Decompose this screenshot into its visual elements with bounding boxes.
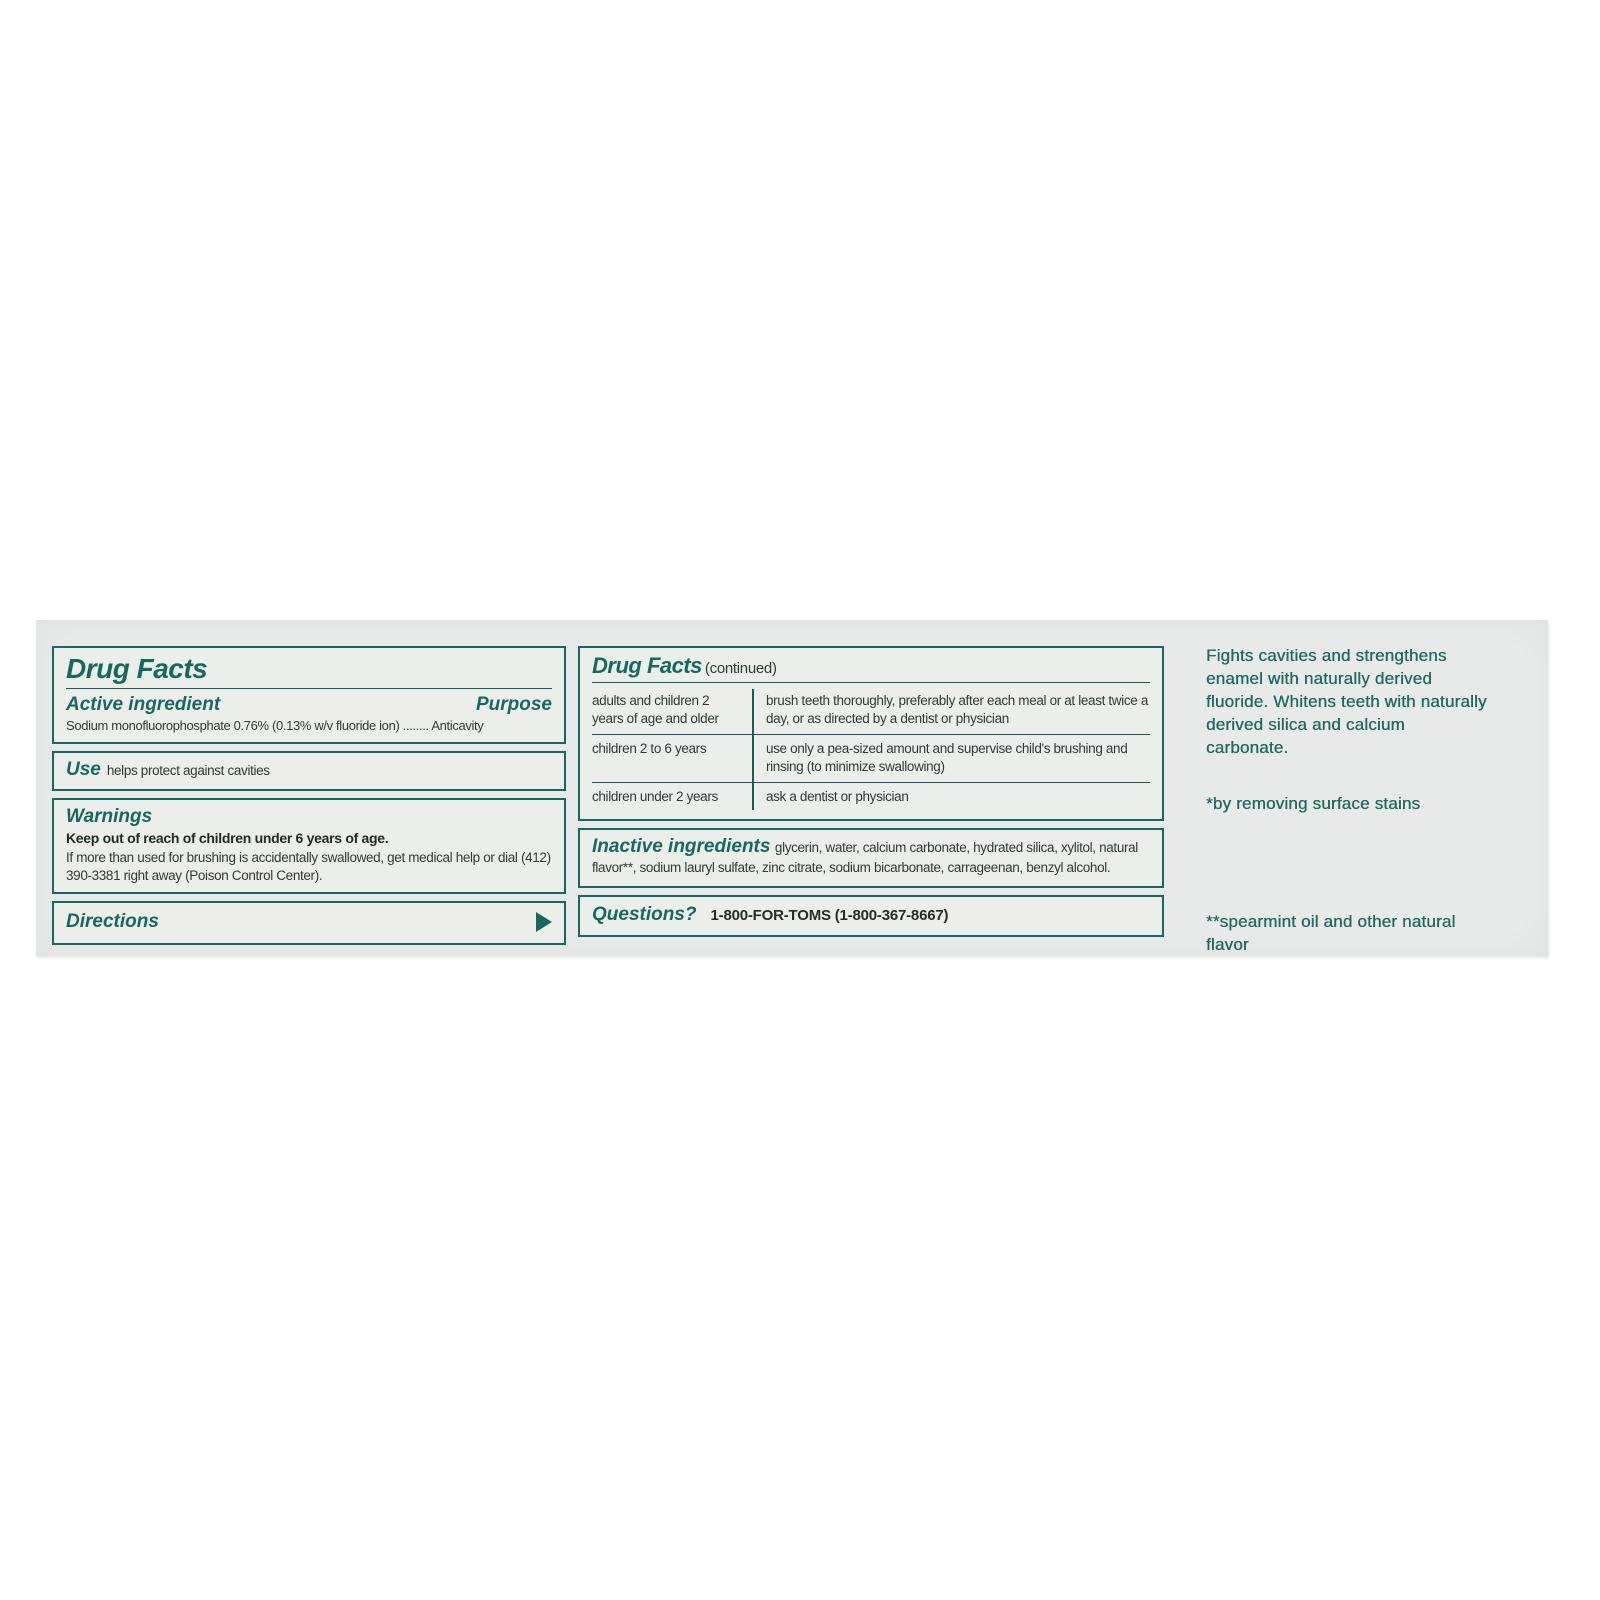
inactive-ingredients-heading: Inactive ingredients — [592, 836, 771, 857]
warnings-heading: Warnings — [66, 806, 153, 827]
directions-section — [52, 901, 566, 945]
use-heading: Use — [66, 759, 101, 780]
age-group-cell: children under 2 years — [592, 789, 718, 804]
inactive-ingredients-section — [578, 828, 1164, 888]
age-group-cell: children 2 to 6 years — [592, 741, 707, 756]
directions-arrow-icon — [536, 912, 552, 932]
directions-table — [592, 687, 1150, 812]
drug-facts-continued-panel — [578, 646, 1164, 937]
title-underline — [592, 682, 1150, 683]
drug-facts-continued-title-row — [592, 653, 1150, 679]
age-group-cell: adults and children 2 years of age and older — [592, 693, 719, 726]
warnings-body: If more than used for brushing is accidentally swallowed, get medical help or dial (412) 390-3381 right away (Poison Control Center). — [66, 850, 551, 883]
table-row — [592, 687, 1150, 734]
use-text: helps protect against cavities — [106, 763, 270, 778]
questions-phone-number: 1-800-FOR-TOMS (1-800-367-8667) — [710, 907, 949, 924]
drug-facts-continued-title: Drug Facts — [592, 653, 702, 678]
drug-facts-continued-section — [578, 646, 1164, 821]
surface-stains-footnote: *by removing surface stains — [1206, 794, 1421, 813]
claims-text: Fights cavities and strengthens enamel with naturally derived fluoride. Whitens teeth with naturally derived silica and calcium carbonate. — [1206, 646, 1487, 757]
purpose-heading: Purpose — [475, 694, 552, 715]
table-row — [592, 783, 1150, 812]
instruction-cell: ask a dentist or physician — [766, 789, 909, 804]
inactive-ingredients-text: glycerin, water, calcium carbonate, hydrated silica, xylitol, natural flavor**, sodium lauryl sulfate, zinc citrate, sodium bicarbonate, carrageenan, benzyl alcohol. — [592, 840, 1138, 875]
drug-facts-title: Drug Facts — [66, 653, 208, 684]
active-ingredient-header-row — [66, 693, 552, 717]
warnings-keep-out-line: Keep out of reach of children under 6 years of age. — [66, 830, 389, 846]
directions-heading: Directions — [66, 911, 159, 932]
use-section — [52, 751, 566, 791]
natural-flavor-footnote: **spearmint oil and other natural flavor — [1206, 912, 1456, 954]
active-ingredient-row: Sodium monofluorophosphate 0.76% (0.13% w/v fluoride ion) ........ Anticavity — [66, 718, 484, 733]
instruction-cell: use only a pea-sized amount and supervise child's brushing and rinsing (to minimize swallowing) — [766, 741, 1128, 774]
warnings-section — [52, 798, 566, 894]
drug-facts-panel — [52, 646, 566, 945]
title-underline — [66, 688, 552, 689]
questions-heading: Questions? — [592, 904, 697, 925]
questions-section — [578, 895, 1164, 937]
instruction-cell: brush teeth thoroughly, preferably after each meal or at least twice a day, or as directed by a dentist or physician — [766, 693, 1148, 726]
toothpaste-box-back-panel — [36, 620, 1548, 956]
drug-facts-header-section — [52, 646, 566, 744]
table-row — [592, 735, 1150, 782]
active-ingredient-heading: Active ingredient — [66, 694, 221, 715]
table-column-divider — [752, 689, 754, 810]
continued-label: (continued) — [704, 660, 777, 677]
marketing-copy-panel — [1206, 644, 1488, 956]
